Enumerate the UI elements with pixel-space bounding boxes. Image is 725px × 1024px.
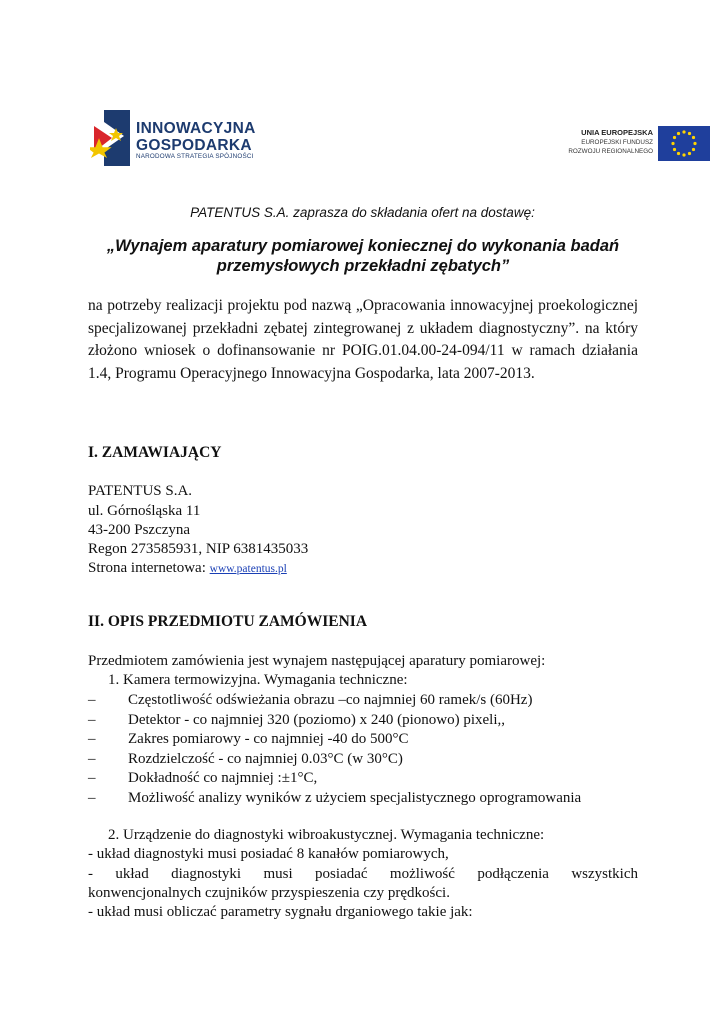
section-1-heading: I. ZAMAWIAJĄCY bbox=[88, 444, 222, 461]
eu-logo-line2: EUROPEJSKI FUNDUSZ bbox=[581, 139, 653, 146]
eu-logo-line3: ROZWOJU REGIONALNEGO bbox=[568, 148, 653, 155]
dash-mark: – bbox=[88, 731, 96, 747]
eu-flag-icon bbox=[658, 126, 710, 161]
company-name: PATENTUS S.A. bbox=[88, 483, 193, 499]
company-city: 43-200 Pszczyna bbox=[88, 522, 191, 538]
section-2-heading: II. OPIS PRZEDMIOTU ZAMÓWIENIA bbox=[88, 613, 368, 630]
requirement-2-line2: konwencjonalnych czujników przyspieszenia czy prędkości. bbox=[88, 885, 450, 901]
invitation-line: PATENTUS S.A. zaprasza do składania ofert na dostawę: bbox=[190, 205, 535, 220]
bullet-text: Zakres pomiarowy - co najmniej -40 do 500°C bbox=[128, 731, 409, 747]
company-street: ul. Górnośląska 11 bbox=[88, 503, 201, 519]
item-1-heading: 1. Kamera termowizyjna. Wymagania techniczne: bbox=[108, 672, 408, 688]
bullet-text: Detektor - co najmniej 320 (poziomo) x 240 (pionowo) pixeli,, bbox=[128, 712, 505, 728]
requirement-3: - układ musi obliczać parametry sygnału drganiowego takie jak: bbox=[88, 904, 473, 920]
tender-title-line1: „Wynajem aparatury pomiarowej koniecznej do wykonania badań bbox=[106, 237, 620, 255]
website-link[interactable]: www.patentus.pl bbox=[209, 563, 287, 575]
ig-logo-line2: GOSPODARKA bbox=[136, 137, 252, 154]
dash-mark: – bbox=[88, 712, 96, 728]
order-subject-intro: Przedmiotem zamówienia jest wynajem następującej aparatury pomiarowej: bbox=[88, 653, 546, 669]
eu-fund-logo bbox=[548, 124, 710, 164]
ig-emblem-icon bbox=[90, 108, 134, 168]
item-2-heading: 2. Urządzenie do diagnostyki wibroakustycznej. Wymagania techniczne: bbox=[108, 827, 545, 843]
bullet-text: Dokładność co najmniej :±1°C, bbox=[128, 770, 318, 786]
dash-mark: – bbox=[88, 751, 96, 767]
website-label: Strona internetowa: bbox=[88, 560, 210, 576]
dash-mark: – bbox=[88, 790, 96, 806]
dash-mark: – bbox=[88, 770, 96, 786]
tender-title-line2: przemysłowych przekładni zębatych” bbox=[216, 257, 510, 275]
bullet-text: Częstotliwość odświeżania obrazu –co najmniej 60 ramek/s (60Hz) bbox=[128, 692, 533, 708]
tender-title bbox=[88, 236, 638, 276]
eu-logo-line1: UNIA EUROPEJSKA bbox=[581, 128, 653, 137]
innowacyjna-gospodarka-logo bbox=[90, 108, 290, 168]
ig-logo-line3: NARODOWA STRATEGIA SPÓJNOŚCI bbox=[136, 153, 254, 160]
project-description: na potrzeby realizacji projektu pod nazwą „Opracowania innowacyjnej proekologicznej specjalizowanej przekładni zębatej zintegrowanej z układem diagnostyczny”. na który złożono wniosek o dofinansowanie nr POIG.01.04.00-24-094/11 w ramach działania 1.4, Programu Operacyjnego Innowacyjna Gospodarka, lata 2007-2013. bbox=[88, 297, 638, 382]
bullet-text: Rozdzielczość - co najmniej 0.03°C (w 30°C) bbox=[128, 751, 403, 767]
bullet-text: Możliwość analizy wyników z użyciem specjalistycznego oprogramowania bbox=[128, 790, 582, 806]
requirement-2-line1: - układ diagnostyki musi posiadać możliwość podłączenia wszystkich bbox=[88, 866, 638, 882]
requirement-1: - układ diagnostyki musi posiadać 8 kanałów pomiarowych, bbox=[88, 846, 449, 862]
ig-logo-line1: INNOWACYJNA bbox=[136, 120, 256, 137]
company-regon-nip: Regon 273585931, NIP 6381435033 bbox=[88, 541, 309, 557]
company-website-row bbox=[88, 560, 287, 577]
dash-mark: – bbox=[88, 692, 96, 708]
